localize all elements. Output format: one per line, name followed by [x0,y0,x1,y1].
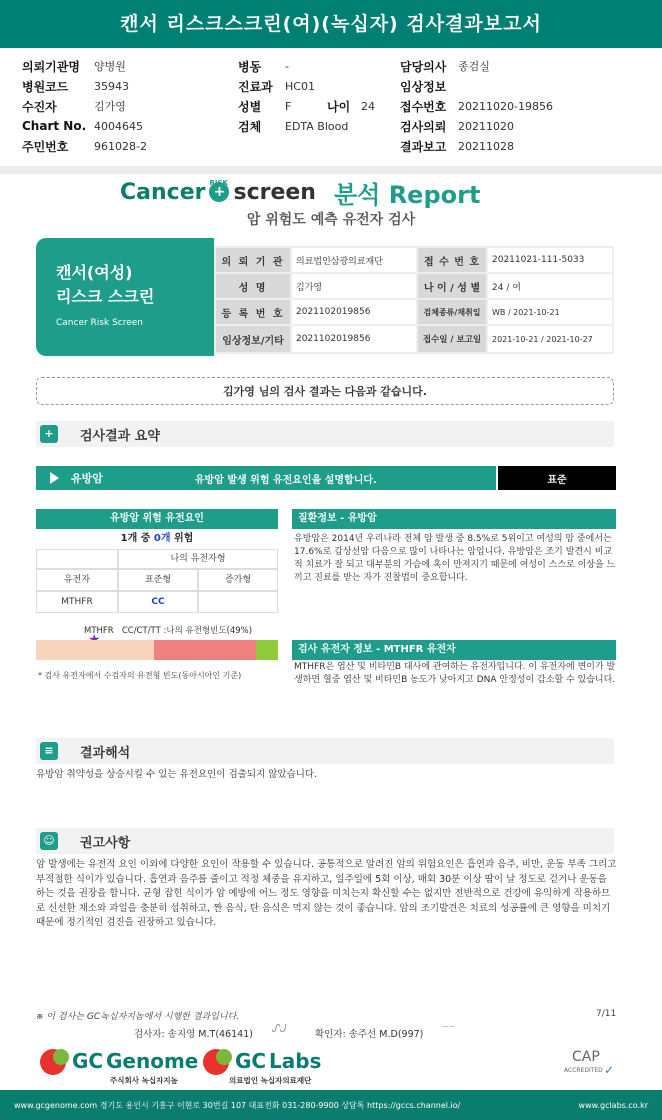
summary-icon: + [40,425,58,443]
interpretation-icon: ≡ [40,742,58,760]
page-subtitle: 암 위험도 예측 유전자 검사 [246,212,416,228]
col-gene-header: 유전자 [36,569,118,591]
freq-segment-tt [256,640,278,660]
gene-info-title: 검사 유전자 정보 - MTHFR 유전자 [292,640,616,660]
logo-cancer: Cancer [120,179,206,205]
recommend-section-header [36,828,614,854]
value-resident-no: 961028-2 [94,139,147,153]
label-sex: 성별 [238,99,262,114]
footer-left: www.gcgenome.com 경기도 용인시 기흥구 이현로 30번길 107 대표전화 031-280-9900 상담톡 https://gccs.channel.io/ [14,1100,461,1110]
page-number: 7/11 [596,1009,617,1019]
info-label-name: 성 명 [216,274,290,298]
value-chart-no: 4004645 [94,119,143,133]
label-clinical-info: 임상정보 [400,79,447,94]
tester-signature: 검사자: 송지영 M.T(46141) [134,1029,253,1040]
label-institution: 의뢰기관명 [22,59,80,74]
gc-labs-logo [203,1047,333,1087]
gc-labs-mark-icon-2 [216,1049,232,1065]
info-value-clinical: 2021102019856 [292,326,416,352]
label-doctor: 담당의사 [400,59,447,74]
info-label-institution: 의 뢰 기 관 [216,248,290,272]
recommend-text: 암 발생에는 유전적 요인 이외에 다양한 요인이 작용할 수 있습니다. 공통적으로 알려진 암의 위험요인은 흡연과 음주, 비만, 운동 부족 그리고 부적절한 식이가 있습니다. 흡연과 음주를 줄이고 적정 체중을 유지하고, 일주일에 5회 이상, 매회 30분 이상 땀이 날 정도로 걷거나 운동을 하는 것을 권장을 합니다. 균형 잡힌 식이가 암 예방에 어느 정도 영향을 미치는지 확신할 수는 없지만 전반적으로 건강에 유익하게 작용하므로 신선한 채소와 과일을 충분히 섭취하고, 짠 음식, 탄 음식은 먹지 않는 것이 좋습니다. 암의 조기발견은 치료의 성공률에 큰 영향을 미치기 때문에 정기적인 검진을 권장하고 있습니다. [36,859,617,928]
value-ward: - [285,59,289,73]
product-card [36,238,214,356]
footer-right: www.gclabs.co.kr [578,1100,648,1110]
info-label-receipt-no: 접 수 번 호 [418,248,486,272]
risk-count-suffix: 위험 [170,533,194,544]
info-value-reg-no: 2021102019856 [292,300,416,324]
checker-sign-mark: ~~ [442,1022,456,1031]
risk-count-value: 0개 [153,533,171,544]
risk-table-title: 유방암 위험 유전요인 [36,509,278,529]
header-col3 [400,56,640,156]
report-title: 캔서 리스크스크린(여)(녹십자) 검사결과보고서 [0,0,662,48]
freq-note: * 검사 유전자에서 수검자의 유전형 빈도(동아시아인 기준) [38,671,242,680]
notice-text: 김가영 님의 검사 결과는 다음과 같습니다. [223,385,427,398]
value-department: HC01 [285,79,315,93]
result-cancer-name: 유방암 [71,472,103,485]
cap-check-icon: ✓ [604,1063,615,1077]
value-receipt-no: 20211020-19856 [458,99,553,113]
play-icon [50,472,59,484]
gc-genome-logo [40,1047,200,1087]
label-report-date: 결과보고 [400,139,447,154]
gc-genome-sub: 주식회사 녹십자지놈 [110,1076,178,1085]
card-line1: 캔서(여성) [56,263,133,282]
gc-genome-gc: GC [72,1049,104,1073]
value-specimen: EDTA Blood [285,119,349,133]
header-separator [0,166,662,174]
value-request-date: 20211020 [458,119,514,133]
risk-count [36,529,278,549]
label-specimen: 검체 [238,119,262,134]
genotype-header: 나의 유전자형 [118,549,278,569]
value-age: 24 [361,99,375,113]
info-label-dates: 접수일 / 보고일 [418,326,486,352]
gc-labs-sub: 의료법인 녹십자의료재단 [229,1076,312,1085]
info-value-dates: 2021-10-21 / 2021-10-27 [488,326,612,352]
label-patient: 수진자 [22,99,57,114]
label-age: 나이 [327,99,351,114]
info-value-specimen: WB / 2021-10-21 [488,300,612,324]
footer-bar [0,1090,662,1120]
header-col1 [22,56,222,156]
value-hospital-code: 35943 [94,79,129,93]
info-label-clinical: 임상정보/기타 [216,326,290,352]
label-ward: 병동 [238,59,262,74]
interpretation-title: 결과해석 [80,745,131,761]
disease-info-title: 질환정보 - 유방암 [292,509,616,529]
gc-labs-gc: GC [235,1049,267,1073]
cancer-screen-logo [120,176,540,208]
gene-info-text: MTHFR은 엽산 및 비타민B 대사에 관여하는 유전자입니다. 이 유전자에 변이가 발생하면 혈중 엽산 및 비타민B 농도가 낮아지고 DNA 안정성이 감소할 수 있습니다. [294,662,616,685]
freq-segment-ct [154,640,256,660]
interpretation-section-header [36,738,614,764]
value-report-date: 20211028 [458,139,514,153]
info-value-receipt-no: 20211021-111-5033 [488,248,612,272]
cap-text: CAP [572,1049,600,1065]
value-doctor: 종검실 [458,60,490,73]
value-patient: 김가영 [94,100,126,113]
info-label-specimen: 검체종류/채취일 [418,300,486,324]
inc-value-cell [198,591,278,613]
label-hospital-code: 병원코드 [22,79,69,94]
freq-gene: MTHFR [84,626,114,636]
cap-sub: ACCREDITED [564,1067,603,1074]
summary-section-header [36,421,614,447]
freq-segment-cc [36,640,154,660]
info-value-age-sex: 24 / 여 [488,274,612,298]
info-label-age-sex: 나 이 / 성 별 [418,274,486,298]
label-receipt-no: 접수번호 [400,99,447,114]
header-col2 [238,56,398,136]
freq-label [84,624,284,636]
info-label-reg-no: 등 록 번 호 [216,300,290,324]
value-institution: 양병원 [94,60,126,73]
tester-sign-mark: ᔑᒍ [272,1022,287,1035]
gc-labs-name: Labs [269,1049,322,1073]
recommend-icon: ☺ [40,832,58,850]
std-value-cell: CC [118,591,198,613]
logo-screen: screen [233,179,316,205]
info-value-institution: 의료법인삼광의료재단 [292,248,416,272]
summary-title: 검사결과 요약 [80,428,160,444]
risk-count-prefix: 1개 중 [120,533,154,544]
cap-accredited-logo [558,1049,622,1085]
result-description: 유방암 발생 위험 유전요인을 설명합니다. [194,474,377,486]
logo-report: 분석 Report [333,180,481,209]
label-request-date: 검사의뢰 [400,119,447,134]
result-level-badge [498,466,616,490]
result-bar [36,466,496,490]
label-resident-no: 주민번호 [22,139,69,154]
checker-signature: 확인자: 송주선 M.D(997) [315,1029,424,1040]
logo-risk: RISK [209,179,228,187]
result-level: 표준 [547,474,567,486]
gc-genome-name: Genome [106,1049,199,1073]
interpretation-text: 유방암 취약성을 상승시킬 수 있는 유전요인이 검출되지 않았습니다. [36,769,318,780]
col-std-header: 표준형 [118,569,198,591]
disease-info-text: 유방암은 2014년 우리나라 전체 암 발생 중 8.5%로 5위이고 여성의 암 중에서는 17.6%로 갑상선암 다음으로 많이 나타나는 암입니다. 유방암은 조기 발견시 비교적 치료가 잘 되고 대부분의 가슴에 혹이 만져지기 때문에 여성이 스스로 이상을 느끼고 진료를 받는 자가 진찰법이 중요합니다. [294,534,616,583]
footer-note: ※ 이 검사는 GC녹십자지놈에서 시행한 결과입니다. [36,1012,240,1022]
result-notice [36,377,614,405]
value-sex: F [285,99,292,113]
genotype-header-blank [36,549,118,569]
freq-desc: CC/CT/TT :나의 유전형빈도(49%) [121,626,253,636]
label-chart-no: Chart No. [22,119,87,133]
card-line2: 리스크 스크린 [56,287,155,306]
logo-plus-icon: + RISK [209,182,229,202]
info-value-name: 김가영 [292,274,416,298]
freq-bar [36,640,278,660]
card-line3: Cancer Risk Screen [56,318,144,328]
info-grid [214,246,614,354]
gene-name-cell: MTHFR [36,591,118,613]
gc-genome-mark-icon-2 [53,1049,69,1065]
label-department: 진료과 [238,79,273,94]
col-inc-header: 증가형 [198,569,278,591]
recommend-title: 권고사항 [80,835,131,851]
